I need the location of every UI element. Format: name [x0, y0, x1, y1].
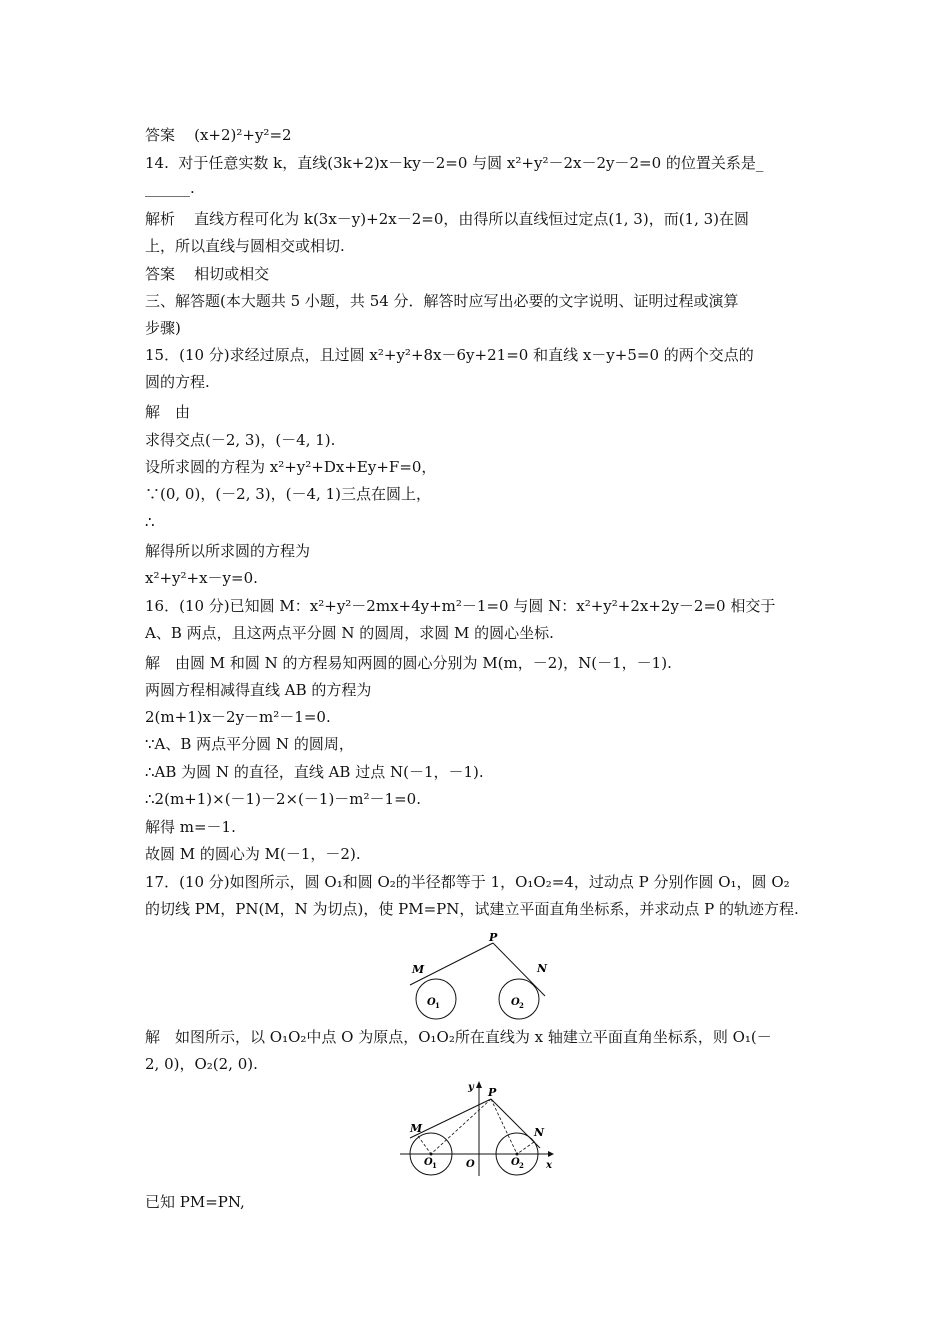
y-axis-arrow — [476, 1081, 482, 1088]
answer-label: 答案 — [145, 265, 176, 283]
question-17-line1: 17．(10 分)如图所示，圆 O₁和圆 O₂的半径都等于 1，O₁O₂=4，过动点 P 分别作圆 O₁，圆 O₂ — [145, 873, 790, 891]
solution-15-line4: ∵(0, 0)，(－2, 3)，(－4, 1)三点在圆上， — [145, 485, 431, 503]
label-o2-sub: 2 — [519, 1161, 524, 1170]
solution-15-line1: 解 由 — [145, 403, 191, 421]
answer-text: (x+2)²+y²=2 — [194, 126, 292, 144]
solution-17-line2: 2, 0)，O₂(2, 0). — [145, 1055, 258, 1073]
label-x: x — [546, 1160, 552, 1171]
analysis-14-line2: 上，所以直线与圆相交或相切. — [145, 237, 345, 255]
label-o1-sub: 1 — [432, 1161, 437, 1170]
solution-16-line8: 故圆 M 的圆心为 M(－1，－2). — [145, 845, 361, 863]
section-3-heading: 三、解答题(本大题共 5 小题，共 54 分．解答时应写出必要的文字说明、证明过程或演算 — [145, 292, 739, 310]
question-16-line2: A、B 两点，且这两点平分圆 N 的圆周，求圆 M 的圆心坐标. — [145, 624, 554, 642]
tangent-pn — [491, 1099, 540, 1148]
label-o1: O — [427, 997, 436, 1008]
label-o: O — [466, 1159, 475, 1170]
label-p: P — [488, 1086, 497, 1099]
question-15-line2: 圆的方程. — [145, 373, 210, 391]
answer-14 — [145, 263, 269, 285]
point-o1 — [430, 1153, 433, 1156]
label-n: N — [537, 962, 548, 975]
analysis-text: 直线方程可化为 k(3x－y)+2x－2=0，由得所以直线恒过定点(1, 3)，而(1, 3)在圆 — [194, 210, 750, 228]
label-m: M — [410, 1122, 423, 1135]
label-y: y — [468, 1082, 474, 1093]
question-number: 14. — [145, 154, 169, 172]
question-14-blank: ______. — [145, 179, 195, 197]
solution-16-line3: 2(m+1)x－2y－m²－1=0. — [145, 708, 331, 726]
analysis-14-line1 — [145, 208, 749, 230]
solution-15-line2: 求得交点(－2, 3)，(－4, 1). — [145, 431, 336, 449]
label-o2: O — [511, 997, 520, 1008]
label-m: M — [412, 963, 425, 976]
dashed-po1 — [431, 1099, 491, 1154]
solution-16-line6: ∴2(m+1)×(－1)－2×(－1)－m²－1=0. — [145, 790, 421, 808]
label-o2-sub: 2 — [519, 1001, 524, 1010]
question-14 — [145, 152, 763, 174]
answer-text: 相切或相交 — [194, 265, 270, 283]
answer-13 — [145, 124, 292, 146]
label-o1-sub: 1 — [435, 1001, 440, 1010]
x-axis-arrow — [548, 1151, 554, 1157]
dashed-mo1 — [418, 1136, 431, 1154]
circle-o1 — [416, 979, 456, 1019]
figure-17-coordinate — [398, 1078, 562, 1178]
label-n: N — [534, 1126, 545, 1139]
solution-15-line7: x²+y²+x－y=0. — [145, 569, 258, 587]
question-16-line1: 16．(10 分)已知圆 M：x²+y²－2mx+4y+m²－1=0 与圆 N：x²+y²+2x+2y－2=0 相交于 — [145, 597, 776, 615]
point-o2 — [516, 1153, 519, 1156]
question-17-line2: 的切线 PM，PN(M，N 为切点)，使 PM=PN，试建立平面直角坐标系，并求动点 P 的轨迹方程. — [145, 900, 799, 918]
solution-17-line3: 已知 PM=PN, — [145, 1193, 245, 1211]
figure-17-circles — [400, 928, 560, 1020]
analysis-label: 解析 — [145, 210, 176, 228]
solution-16-line5: ∴AB 为圆 N 的直径，直线 AB 过点 N(－1，－1). — [145, 763, 484, 781]
answer-label: 答案 — [145, 126, 176, 144]
section-3-heading-cont: 步骤) — [145, 319, 181, 337]
dashed-no2 — [517, 1142, 534, 1154]
question-text: 对于任意实数 k，直线(3k+2)x－ky－2=0 与圆 x²+y²－2x－2y－2=0 的位置关系是_ — [178, 154, 764, 172]
solution-15-line3: 设所求圆的方程为 x²+y²+Dx+Ey+F=0， — [145, 458, 437, 476]
dashed-po2 — [491, 1099, 517, 1154]
solution-15-line6: 解得所以所求圆的方程为 — [145, 542, 311, 560]
solution-16-line1: 解 由圆 M 和圆 N 的方程易知两圆的圆心分别为 M(m，－2)，N(－1，－1). — [145, 654, 672, 672]
label-o2: O — [511, 1157, 520, 1168]
solution-16-line4: ∵A、B 两点平分圆 N 的圆周， — [145, 735, 354, 753]
solution-16-line7: 解得 m=－1. — [145, 818, 236, 836]
solution-15-line5: ∴ — [145, 513, 155, 531]
question-15-line1: 15．(10 分)求经过原点，且过圆 x²+y²+8x－6y+21=0 和直线 x－y+5=0 的两个交点的 — [145, 346, 754, 364]
label-p: P — [489, 931, 498, 944]
solution-16-line2: 两圆方程相减得直线 AB 的方程为 — [145, 681, 372, 699]
label-o1: O — [424, 1157, 433, 1168]
solution-17-line1: 解 如图所示，以 O₁O₂中点 O 为原点，O₁O₂所在直线为 x 轴建立平面直角坐标系，则 O₁(－ — [145, 1028, 772, 1046]
